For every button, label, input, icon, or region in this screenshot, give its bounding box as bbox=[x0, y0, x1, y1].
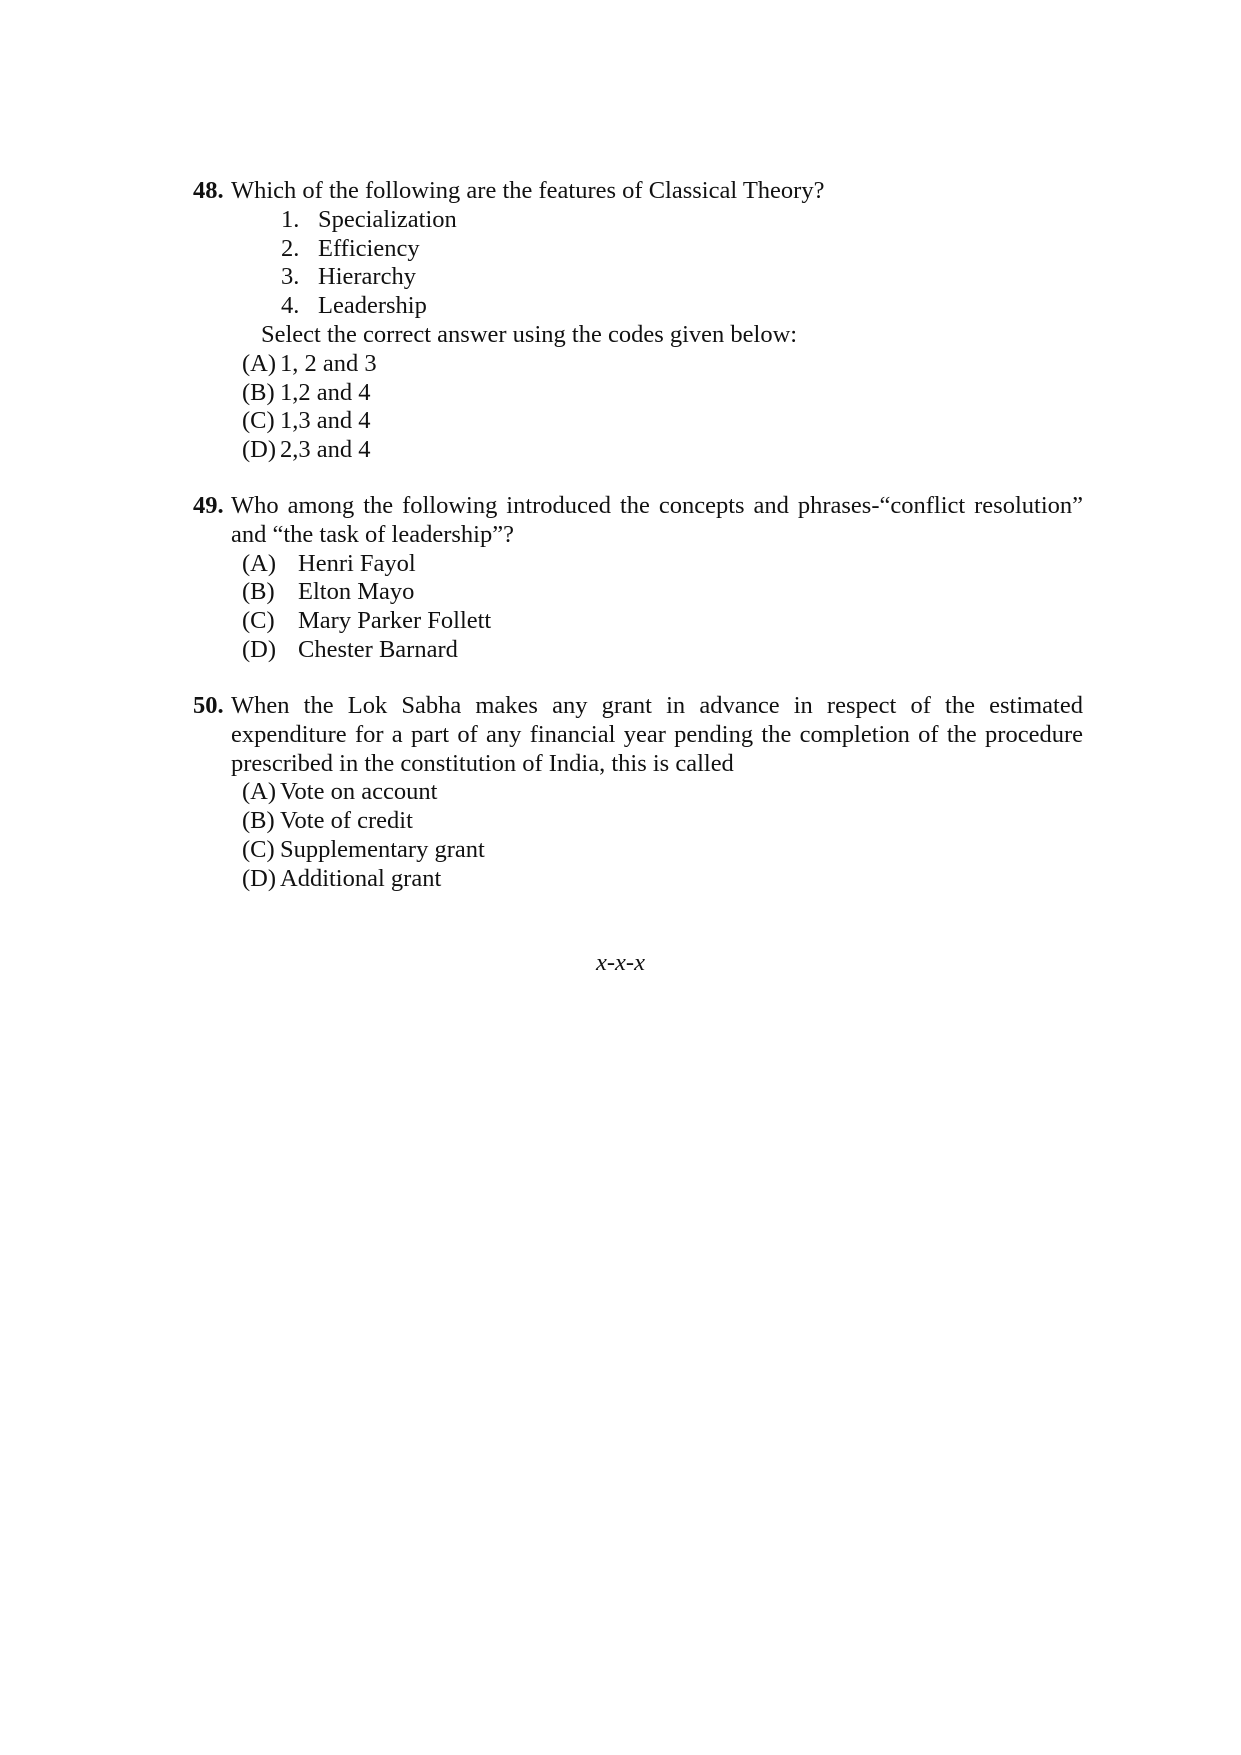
answer-option bbox=[193, 778, 1083, 807]
option-label: (A) bbox=[242, 778, 277, 806]
list-item-text: Hierarchy bbox=[318, 263, 416, 291]
option-label: (C) bbox=[242, 407, 275, 435]
instruction-text: Select the correct answer using the codes given below: bbox=[261, 320, 798, 348]
list-item-text: Leadership bbox=[318, 292, 427, 320]
answer-option bbox=[193, 350, 1083, 379]
option-text: 1,2 and 4 bbox=[280, 378, 371, 406]
list-item bbox=[193, 263, 1083, 292]
list-item bbox=[193, 235, 1083, 264]
question-text-line: prescribed in the constitution of India, this is called bbox=[231, 749, 734, 777]
list-item-number: 4. bbox=[281, 292, 300, 320]
question-text-line: Who among the following introduced the concepts and phrases-“conflict resolution” bbox=[231, 492, 1083, 519]
answer-option bbox=[193, 436, 1083, 465]
list-item bbox=[193, 292, 1083, 321]
list-item-number: 1. bbox=[281, 205, 300, 233]
option-text: Henri Fayol bbox=[298, 549, 416, 577]
option-label: (B) bbox=[242, 578, 275, 606]
option-text: 2,3 and 4 bbox=[280, 436, 371, 464]
question-stem bbox=[193, 492, 1083, 550]
question-number: 48. bbox=[193, 177, 224, 204]
question-48 bbox=[193, 177, 1083, 465]
question-stem bbox=[193, 692, 1083, 778]
question-number: 50. bbox=[193, 692, 224, 719]
option-label: (C) bbox=[242, 835, 275, 863]
answer-option bbox=[193, 578, 1083, 607]
answer-option bbox=[193, 865, 1083, 894]
option-text: 1,3 and 4 bbox=[280, 407, 371, 435]
list-item bbox=[193, 206, 1083, 235]
option-text: Supplementary grant bbox=[280, 835, 485, 863]
question-text-line: When the Lok Sabha makes any grant in advance in respect of the estimated bbox=[231, 692, 1083, 719]
option-label: (A) bbox=[242, 549, 277, 577]
answer-option bbox=[193, 636, 1083, 665]
option-text: Chester Barnard bbox=[298, 635, 458, 663]
option-text: Vote on account bbox=[280, 778, 438, 806]
question-50 bbox=[193, 692, 1083, 894]
answer-option bbox=[193, 807, 1083, 836]
list-item-number: 2. bbox=[281, 234, 300, 262]
question-text-line: Which of the following are the features of Classical Theory? bbox=[231, 177, 825, 204]
option-text: 1, 2 and 3 bbox=[280, 349, 377, 377]
answer-option bbox=[193, 607, 1083, 636]
option-label: (B) bbox=[242, 807, 275, 835]
question-text-line: and “the task of leadership”? bbox=[231, 520, 514, 548]
question-number: 49. bbox=[193, 492, 224, 519]
option-label: (A) bbox=[242, 349, 277, 377]
list-item-text: Efficiency bbox=[318, 234, 420, 262]
option-label: (C) bbox=[242, 607, 275, 635]
option-text: Elton Mayo bbox=[298, 578, 415, 606]
answer-option bbox=[193, 407, 1083, 436]
option-text: Vote of credit bbox=[280, 807, 413, 835]
question-stem bbox=[193, 177, 1083, 206]
question-text-line: expenditure for a part of any financial year pending the completion of the procedure bbox=[231, 720, 1083, 748]
list-item-text: Specialization bbox=[318, 205, 457, 233]
end-of-paper-mark: x-x-x bbox=[596, 949, 645, 976]
option-label: (D) bbox=[242, 864, 277, 892]
option-label: (B) bbox=[242, 378, 275, 406]
option-label: (D) bbox=[242, 635, 277, 663]
question-49 bbox=[193, 492, 1083, 665]
answer-option bbox=[193, 550, 1083, 579]
option-text: Mary Parker Follett bbox=[298, 607, 492, 635]
option-label: (D) bbox=[242, 436, 277, 464]
option-text: Additional grant bbox=[280, 864, 442, 892]
answer-option bbox=[193, 379, 1083, 408]
list-item-number: 3. bbox=[281, 263, 300, 291]
answer-option bbox=[193, 836, 1083, 865]
